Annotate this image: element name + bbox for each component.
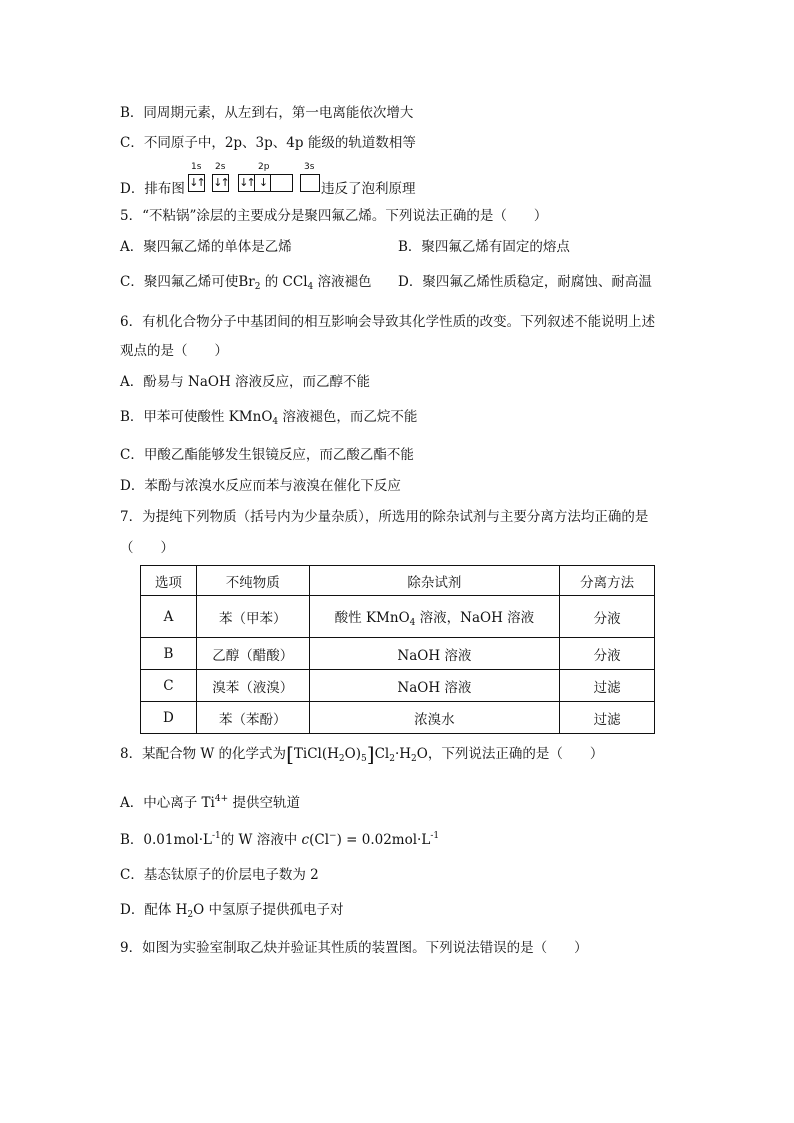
q4-option-b: B．同周期元素，从左到右，第一电离能依次增大 <box>120 105 414 121</box>
q8-formula-sub5: 5 <box>361 754 367 764</box>
table-cell: A <box>141 596 197 638</box>
q8-stem-text: 8．某配合物 W 的化学式为 <box>120 746 287 762</box>
q8-formula-h: H <box>327 746 339 762</box>
q6-b-kmno: KMnO <box>228 409 273 425</box>
paren-left: ( <box>321 746 328 762</box>
q8-b-conc: 0.01mol·L <box>143 832 212 848</box>
q6-option-a: A．酚易与 NaOH 溶液反应，而乙醇不能 <box>120 374 371 390</box>
q8-a-post: 提供空轨道 <box>228 795 300 811</box>
q5-option-c <box>120 273 372 296</box>
table-cell: D <box>141 702 197 734</box>
q8-b-cl-sup: − <box>329 831 337 841</box>
orbital-label-3s: 3s <box>304 162 315 172</box>
table-cell: 苯（苯酚） <box>196 702 309 734</box>
q5-option-d: D．聚四氟乙烯性质稳定，耐腐蚀、耐高温 <box>398 274 652 290</box>
q8-b-eq: = 0.02mol·L <box>341 832 431 848</box>
q8-formula-dot-sub: 2 <box>411 754 417 764</box>
q8-b-mid: 的 W 溶液中 <box>220 832 302 848</box>
reagent-text: 酸性 <box>334 609 366 626</box>
table-cell: C <box>141 670 197 702</box>
q8-d-post: 中氢原子提供孤电子对 <box>204 902 344 918</box>
q8-option-c: C．基态钛原子的价层电子数为 2 <box>120 867 319 883</box>
q8-stem-post: ，下列说法正确的是（ ） <box>427 746 604 762</box>
table-cell: 过滤 <box>560 702 655 734</box>
q8-formula-dot-o: O <box>416 746 428 762</box>
q8-option-d <box>120 901 344 924</box>
q8-formula-ticl: TiCl <box>293 746 322 762</box>
q8-b-c: c <box>301 832 310 848</box>
reagent-post: 溶液，NaOH 溶液 <box>415 609 535 626</box>
orbital-box-3s <box>300 174 320 192</box>
q8-formula-h-sub: 2 <box>338 754 345 764</box>
q6-option-c: C．甲酸乙酯能够发生银镜反应，而乙酸乙酯不能 <box>120 447 414 463</box>
q8-d-h: H <box>175 902 188 918</box>
table-cell: 分液 <box>560 638 655 670</box>
q8-formula-o: O <box>344 746 356 762</box>
table-cell: B <box>141 638 197 670</box>
orbital-box-1s: ↓↑ <box>188 174 205 192</box>
q7-stem-1: 7．为提纯下列物质（括号内为少量杂质），所选用的除杂试剂与主要分离方法均正确的是 <box>120 509 649 525</box>
q6-b-text: B．甲苯可使酸性 <box>120 409 229 425</box>
paren-left: ( <box>309 832 315 848</box>
q6-b-post: 溶液褪色，而乙烷不能 <box>278 409 418 425</box>
q4-option-d-suffix: 违反了泡利原理 <box>321 181 416 197</box>
q8-formula-dot-h: ·H <box>394 746 412 762</box>
q7-table <box>140 565 655 734</box>
q8-b-cl: Cl <box>314 832 330 848</box>
bracket-right: ] <box>366 742 375 766</box>
q5-c-text: C．聚四氟乙烯可使 <box>120 274 239 290</box>
q6-option-b <box>120 408 417 431</box>
q8-option-a <box>120 790 300 812</box>
table-row <box>141 670 655 702</box>
table-cell <box>309 596 560 638</box>
table-cell: 溴苯（液溴） <box>196 670 309 702</box>
header-cell: 分离方法 <box>560 566 655 596</box>
table-cell: NaOH 溶液 <box>309 638 560 670</box>
orbital-box-2s: ↓↑ <box>212 174 229 192</box>
q5-stem: 5．“不粘锅”涂层的主要成分是聚四氟乙烯。下列说法正确的是（ ） <box>120 208 548 224</box>
q8-a-text: A．中心离子 <box>120 795 202 811</box>
q8-d-text: D．配体 <box>120 902 176 918</box>
q5-option-b: B．聚四氟乙烯有固定的熔点 <box>398 239 570 255</box>
bracket-left: [ <box>286 742 294 766</box>
table-cell: 苯（甲苯） <box>196 596 309 638</box>
header-cell: 除杂试剂 <box>309 566 560 596</box>
q5-c-ccl: CCl <box>282 274 308 290</box>
q8-b-conc-sup: -1 <box>211 831 221 841</box>
orbital-box-2p-3 <box>270 174 293 192</box>
table-cell: 分液 <box>560 596 655 638</box>
q6-stem-1: 6．有机化合物分子中基团间的相互影响会导致其化学性质的改变。下列叙述不能说明上述 <box>120 314 656 330</box>
orbital-box-2p-2: ↓ <box>254 174 271 192</box>
q6-option-d: D．苯酚与浓溴水反应而苯与液溴在催化下反应 <box>120 478 401 494</box>
q5-c-br: Br <box>238 274 255 290</box>
table-row <box>141 638 655 670</box>
q8-stem <box>120 742 604 768</box>
q5-option-a: A．聚四氟乙烯的单体是乙烯 <box>120 239 292 255</box>
q8-a-ti: Ti <box>201 795 215 811</box>
q7-table-header <box>141 566 655 596</box>
q8-a-ti-sup: 4+ <box>214 794 229 804</box>
q5-c-post: 溶液褪色 <box>313 274 372 290</box>
reagent-kmno-sub: 4 <box>409 617 416 628</box>
q5-c-mid: 的 <box>260 274 283 290</box>
table-cell: 乙醇（醋酸） <box>196 638 309 670</box>
q4-option-c: C．不同原子中，2p、3p、4p 能级的轨道数相等 <box>120 135 416 151</box>
q8-d-h-sub: 2 <box>187 910 194 920</box>
header-cell: 不纯物质 <box>196 566 309 596</box>
q4-option-d-prefix: D．排布图 <box>120 181 185 197</box>
table-cell: NaOH 溶液 <box>309 670 560 702</box>
header-cell: 选项 <box>141 566 197 596</box>
reagent-kmno: KMnO <box>365 609 410 626</box>
q7-stem-2: （ ） <box>120 540 174 556</box>
orbital-box-2p-1: ↓↑ <box>238 174 255 192</box>
paren-right: ) <box>336 832 342 848</box>
q8-d-o: O <box>193 902 205 918</box>
q5-c-ccl-sub: 4 <box>307 282 314 292</box>
q5-c-br-sub: 2 <box>254 282 261 292</box>
orbital-label-2p: 2p <box>258 162 270 172</box>
table-cell: 浓溴水 <box>309 702 560 734</box>
paren-right: ) <box>355 746 362 762</box>
table-row <box>141 702 655 734</box>
q8-option-b <box>120 827 439 849</box>
q6-stem-2: 观点的是（ ） <box>120 343 228 359</box>
q4-option-d <box>120 180 185 198</box>
orbital-label-1s: 1s <box>191 162 202 172</box>
q8-b-label: B． <box>120 832 144 848</box>
q8-b-eq-sup: -1 <box>430 831 440 841</box>
q9-stem: 9．如图为实验室制取乙炔并验证其性质的装置图。下列说法错误的是（ ） <box>120 940 588 956</box>
q6-b-kmno-sub: 4 <box>272 417 279 427</box>
table-row <box>141 596 655 638</box>
table-cell: 过滤 <box>560 670 655 702</box>
q8-formula-cl: Cl <box>374 746 390 762</box>
q8-formula-cl-sub: 2 <box>389 754 395 764</box>
orbital-label-2s: 2s <box>215 162 226 172</box>
